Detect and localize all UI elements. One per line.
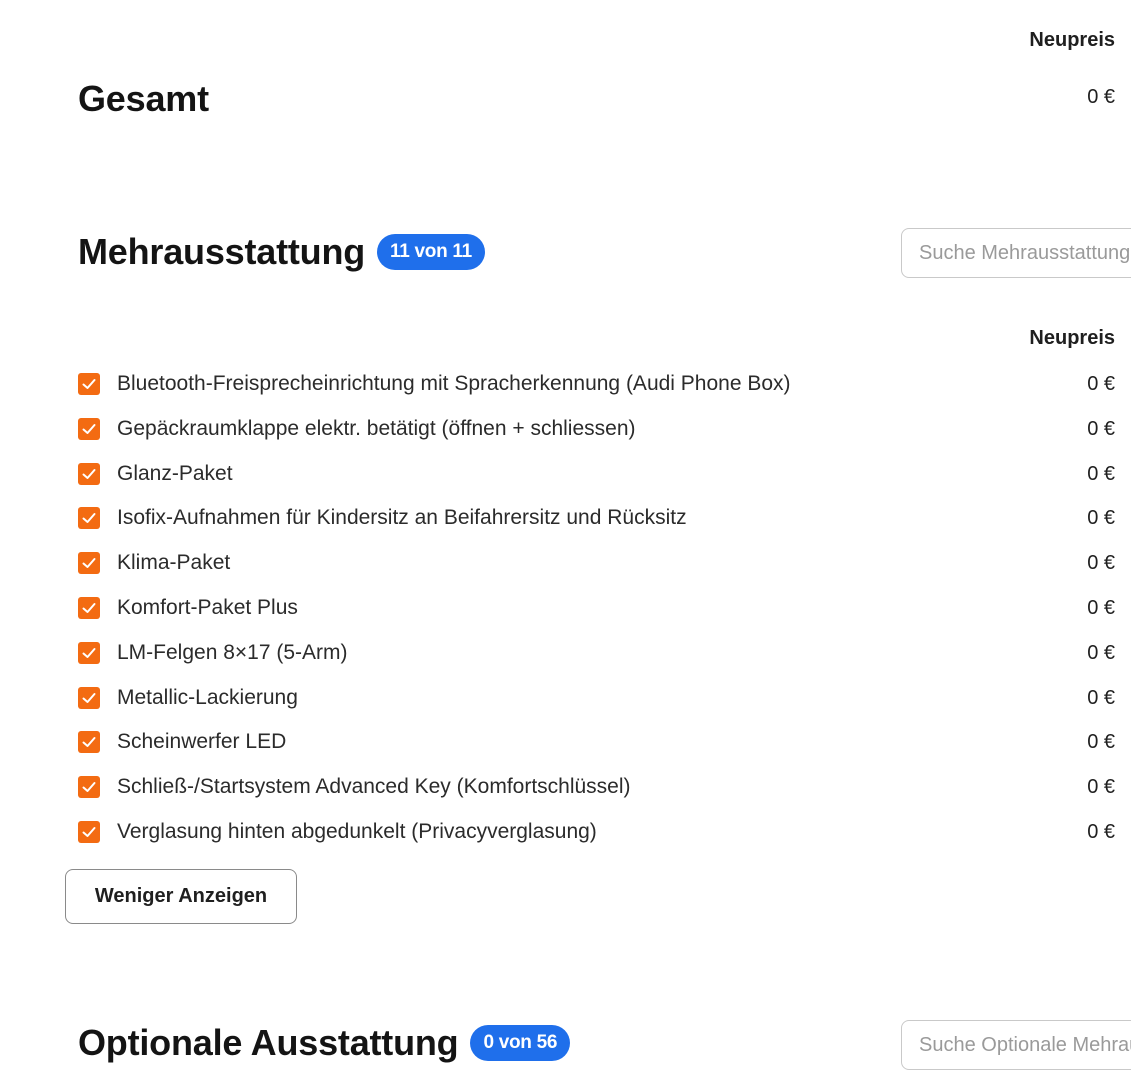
checkmark-icon	[81, 779, 97, 795]
equipment-list-item	[78, 415, 1131, 445]
checkmark-icon	[81, 645, 97, 661]
mehrausstattung-header	[78, 231, 485, 273]
optionale-ausstattung-header	[78, 1022, 570, 1064]
equipment-price: 0 €	[1087, 687, 1115, 709]
checkmark-icon	[81, 376, 97, 392]
equipment-checkbox[interactable]	[78, 418, 100, 440]
equipment-checkbox[interactable]	[78, 821, 100, 843]
equipment-list-item	[78, 594, 1131, 624]
equipment-checkbox[interactable]	[78, 597, 100, 619]
equipment-label: Scheinwerfer LED	[117, 730, 287, 753]
equipment-list-item	[78, 684, 1131, 714]
equipment-price: 0 €	[1087, 776, 1115, 798]
show-less-button[interactable]: Weniger Anzeigen	[65, 869, 297, 924]
mehrausstattung-count-badge: 11 von 11	[377, 234, 485, 270]
equipment-price: 0 €	[1087, 463, 1115, 485]
checkmark-icon	[81, 421, 97, 437]
equipment-checkbox[interactable]	[78, 463, 100, 485]
mehrausstattung-title: Mehrausstattung	[78, 231, 366, 272]
optionale-ausstattung-count-badge: 0 von 56	[470, 1025, 570, 1061]
equipment-list-item	[78, 370, 1131, 400]
equipment-price: 0 €	[1087, 418, 1115, 440]
checkmark-icon	[81, 510, 97, 526]
equipment-label: Klima-Paket	[117, 551, 231, 574]
equipment-checkbox[interactable]	[78, 373, 100, 395]
equipment-label: Metallic-Lackierung	[117, 686, 298, 709]
equipment-checkbox[interactable]	[78, 507, 100, 529]
summary-total-price: 0 €	[1087, 86, 1115, 108]
equipment-price: 0 €	[1087, 552, 1115, 574]
summary-title: Gesamt	[78, 78, 209, 119]
equipment-checkbox[interactable]	[78, 776, 100, 798]
equipment-price: 0 €	[1087, 373, 1115, 395]
equipment-label: Bluetooth-Freisprecheinrichtung mit Spracherkennung (Audi Phone Box)	[117, 372, 791, 395]
mehrausstattung-search-input[interactable]	[901, 228, 1131, 278]
equipment-label: Glanz-Paket	[117, 462, 233, 485]
equipment-label: Komfort-Paket Plus	[117, 596, 298, 619]
equipment-price: 0 €	[1087, 597, 1115, 619]
checkmark-icon	[81, 734, 97, 750]
checkmark-icon	[81, 555, 97, 571]
optionale-ausstattung-search-input[interactable]	[901, 1020, 1131, 1070]
mehrausstattung-price-column-header: Neupreis	[1029, 327, 1115, 349]
checkmark-icon	[81, 690, 97, 706]
equipment-label: LM-Felgen 8×17 (5-Arm)	[117, 641, 348, 664]
equipment-list-item	[78, 460, 1131, 490]
summary-price-column-header: Neupreis	[1029, 29, 1115, 51]
equipment-list-item	[78, 549, 1131, 579]
equipment-label: Isofix-Aufnahmen für Kindersitz an Beifahrersitz und Rücksitz	[117, 506, 687, 529]
equipment-list-item	[78, 728, 1131, 758]
equipment-label: Gepäckraumklappe elektr. betätigt (öffnen + schliessen)	[117, 417, 636, 440]
equipment-price: 0 €	[1087, 821, 1115, 843]
equipment-checkbox[interactable]	[78, 731, 100, 753]
equipment-checkbox[interactable]	[78, 552, 100, 574]
equipment-price: 0 €	[1087, 507, 1115, 529]
equipment-list-item	[78, 504, 1131, 534]
equipment-price: 0 €	[1087, 731, 1115, 753]
optionale-ausstattung-title: Optionale Ausstattung	[78, 1022, 459, 1063]
equipment-price: 0 €	[1087, 642, 1115, 664]
equipment-checkbox[interactable]	[78, 687, 100, 709]
checkmark-icon	[81, 600, 97, 616]
equipment-label: Verglasung hinten abgedunkelt (Privacyverglasung)	[117, 820, 597, 843]
equipment-label: Schließ-/Startsystem Advanced Key (Komfortschlüssel)	[117, 775, 631, 798]
checkmark-icon	[81, 824, 97, 840]
equipment-checkbox[interactable]	[78, 642, 100, 664]
equipment-list-item	[78, 818, 1131, 848]
equipment-list-item	[78, 773, 1131, 803]
checkmark-icon	[81, 466, 97, 482]
equipment-list-item	[78, 639, 1131, 669]
